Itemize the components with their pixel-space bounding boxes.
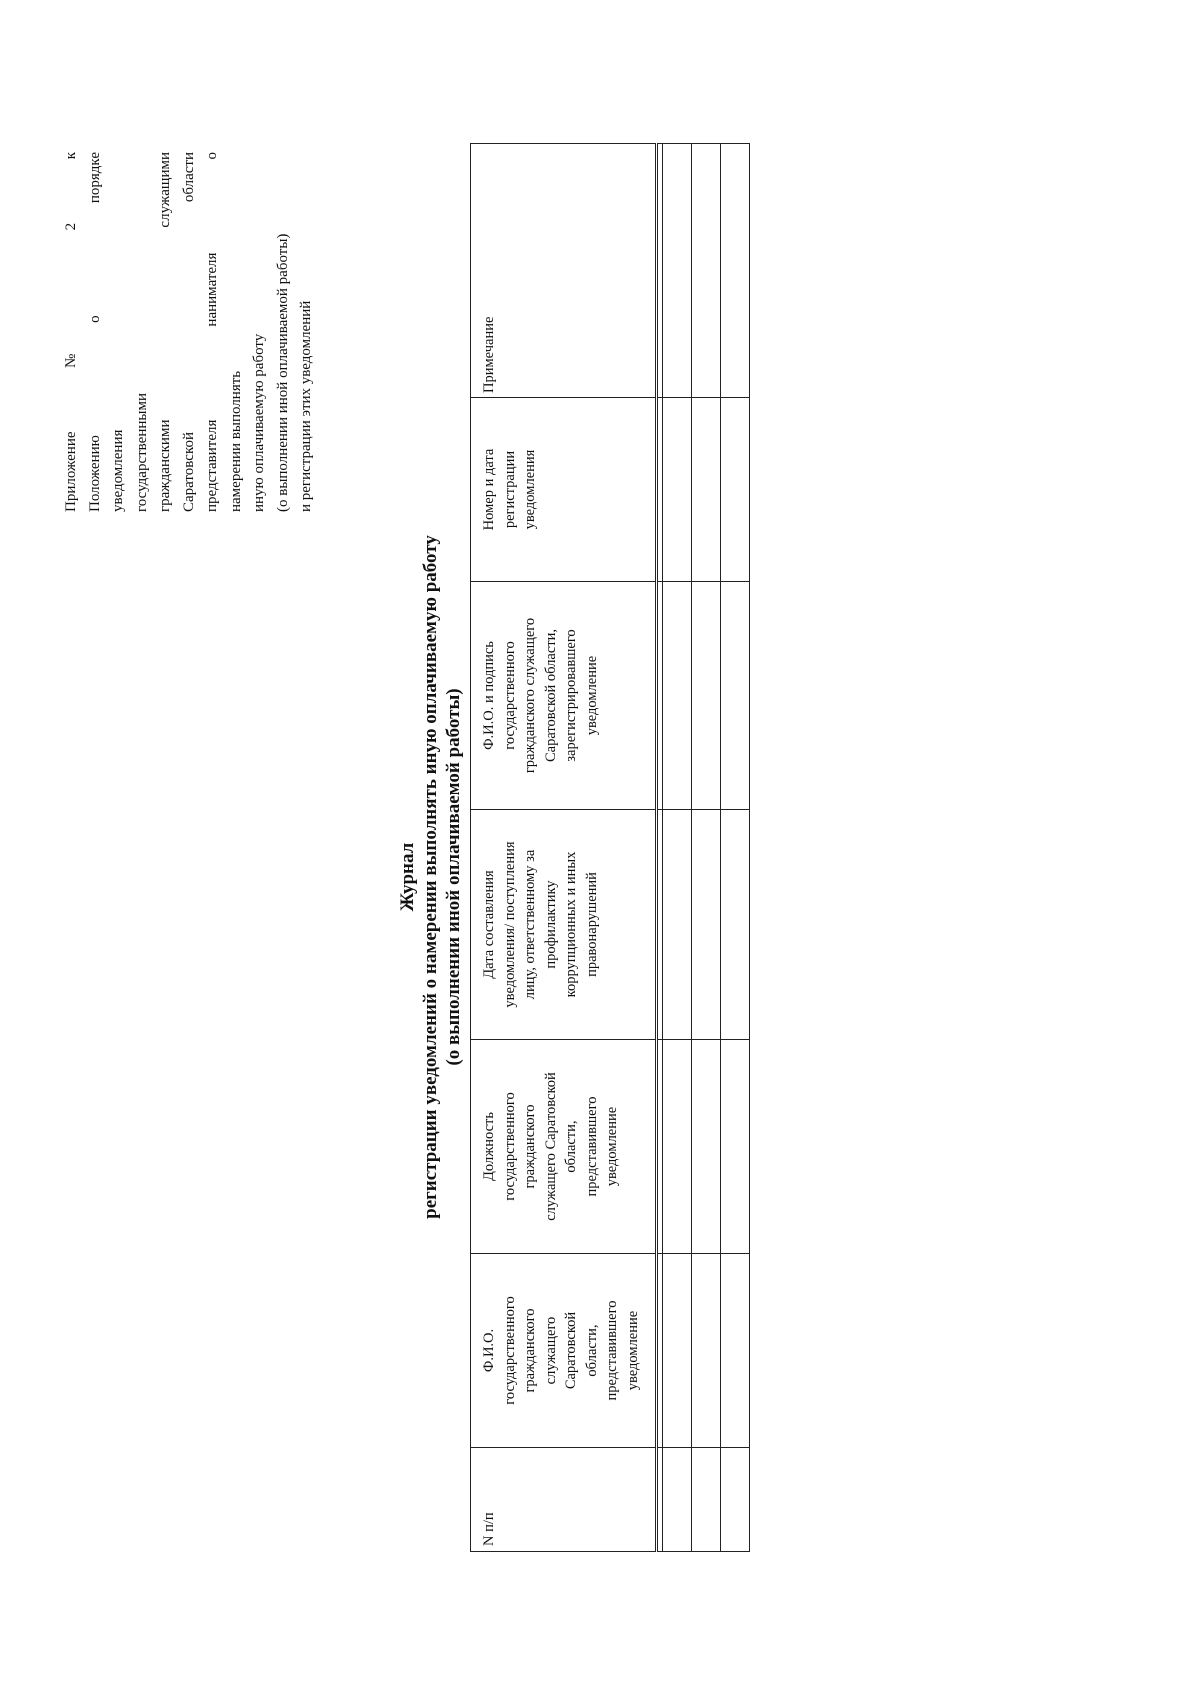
header-line: государственного [501, 641, 518, 750]
header-cell-notifier-name [471, 1254, 657, 1448]
table-cell [663, 1448, 692, 1552]
header-line: уведомления [522, 449, 538, 530]
header-line: гражданского служащего [522, 617, 538, 774]
title-parenthetical: (о выполнении иной оплачиваемой работы) [443, 688, 464, 1066]
registration-journal-table [470, 143, 750, 1552]
table-cell [721, 1040, 750, 1254]
table-cell [692, 1254, 721, 1448]
appendix-line: намерении выполнять [227, 370, 244, 512]
header-line: уведомление [624, 1310, 641, 1391]
table-cell [663, 398, 692, 582]
table-row [692, 144, 721, 1552]
header-line: лицу, ответственному за [522, 849, 538, 1000]
table-row [721, 144, 750, 1552]
header-cell-number [471, 1448, 657, 1552]
header-cell-registrar [471, 582, 657, 810]
header-line: области, [563, 1120, 579, 1173]
table-cell [663, 144, 692, 398]
table-cell [692, 810, 721, 1040]
appendix-line: и регистрации этих уведомлений [298, 300, 314, 512]
table-cell [721, 144, 750, 398]
header-line: Ф.И.О. [481, 1328, 497, 1373]
header-line: гражданского [522, 1104, 538, 1189]
appendix-line: государственными [133, 393, 150, 512]
appendix-line: уведомления [110, 429, 126, 512]
title-heading: Журнал [397, 842, 418, 912]
header-line: государственного [501, 1092, 518, 1201]
header-cell-position [471, 1040, 657, 1254]
header-line: Саратовской [563, 1311, 579, 1390]
table-cell [663, 582, 692, 810]
header-line: Саратовской области, [542, 628, 559, 763]
table-cell [721, 398, 750, 582]
appendix-line: (о выполнении иной оплачиваемой работы) [274, 233, 291, 512]
header-line: служащего Саратовской [542, 1072, 559, 1221]
table-cell [663, 810, 692, 1040]
journal-title [396, 167, 465, 1587]
header-line: уведомления/ поступления [501, 841, 518, 1008]
header-line: уведомление [583, 655, 600, 736]
appendix-line: гражданскими служащими [157, 152, 173, 512]
header-line: государственного [501, 1296, 518, 1405]
header-cell-note [471, 144, 657, 398]
table-cell [721, 582, 750, 810]
appendix-line: Положению о порядке [86, 152, 103, 512]
appendix-line: представителя нанимателя о [204, 152, 220, 512]
table-row [663, 144, 692, 1552]
header-cell-date [471, 810, 657, 1040]
header-line: Ф.И.О. и подпись [481, 641, 497, 750]
appendix-header [60, 152, 319, 512]
header-line: правонарушений [583, 872, 600, 977]
table-cell [692, 1040, 721, 1254]
table-cell [721, 810, 750, 1040]
header-line: N п/п [481, 1512, 497, 1546]
header-line: Примечание [481, 316, 497, 393]
table-header-row [471, 144, 657, 1552]
appendix-line: Приложение № 2 к [63, 152, 79, 512]
header-line: представившего [604, 1300, 620, 1401]
header-line: уведомление [604, 1106, 620, 1187]
header-cell-registration-number [471, 398, 657, 582]
header-line: коррупционных и иных [563, 851, 579, 998]
table-cell [721, 1448, 750, 1552]
table-cell [663, 1040, 692, 1254]
header-line: Номер и дата [481, 448, 497, 531]
title-subheading: регистрации уведомлений о намерении выполнять иную оплачиваемую работу [420, 535, 441, 1219]
table-cell [721, 1254, 750, 1448]
header-line: представившего [583, 1096, 600, 1197]
header-line: гражданского [522, 1308, 538, 1393]
appendix-line: иную оплачиваемую работу [251, 333, 267, 512]
header-line: области, [583, 1324, 600, 1377]
table-body [657, 144, 750, 1552]
table-cell [692, 582, 721, 810]
header-line: Должность [481, 1112, 497, 1181]
table-cell [692, 1448, 721, 1552]
header-line: профилактику [542, 880, 559, 969]
table-cell [692, 144, 721, 398]
header-line: Дата составления [481, 870, 497, 979]
table-cell [663, 1254, 692, 1448]
appendix-line: Саратовской области [180, 152, 197, 512]
header-line: служащего [542, 1316, 559, 1385]
header-line: зарегистрировавшего [563, 629, 579, 762]
table-cell [692, 398, 721, 582]
header-line: регистрации [501, 450, 518, 529]
